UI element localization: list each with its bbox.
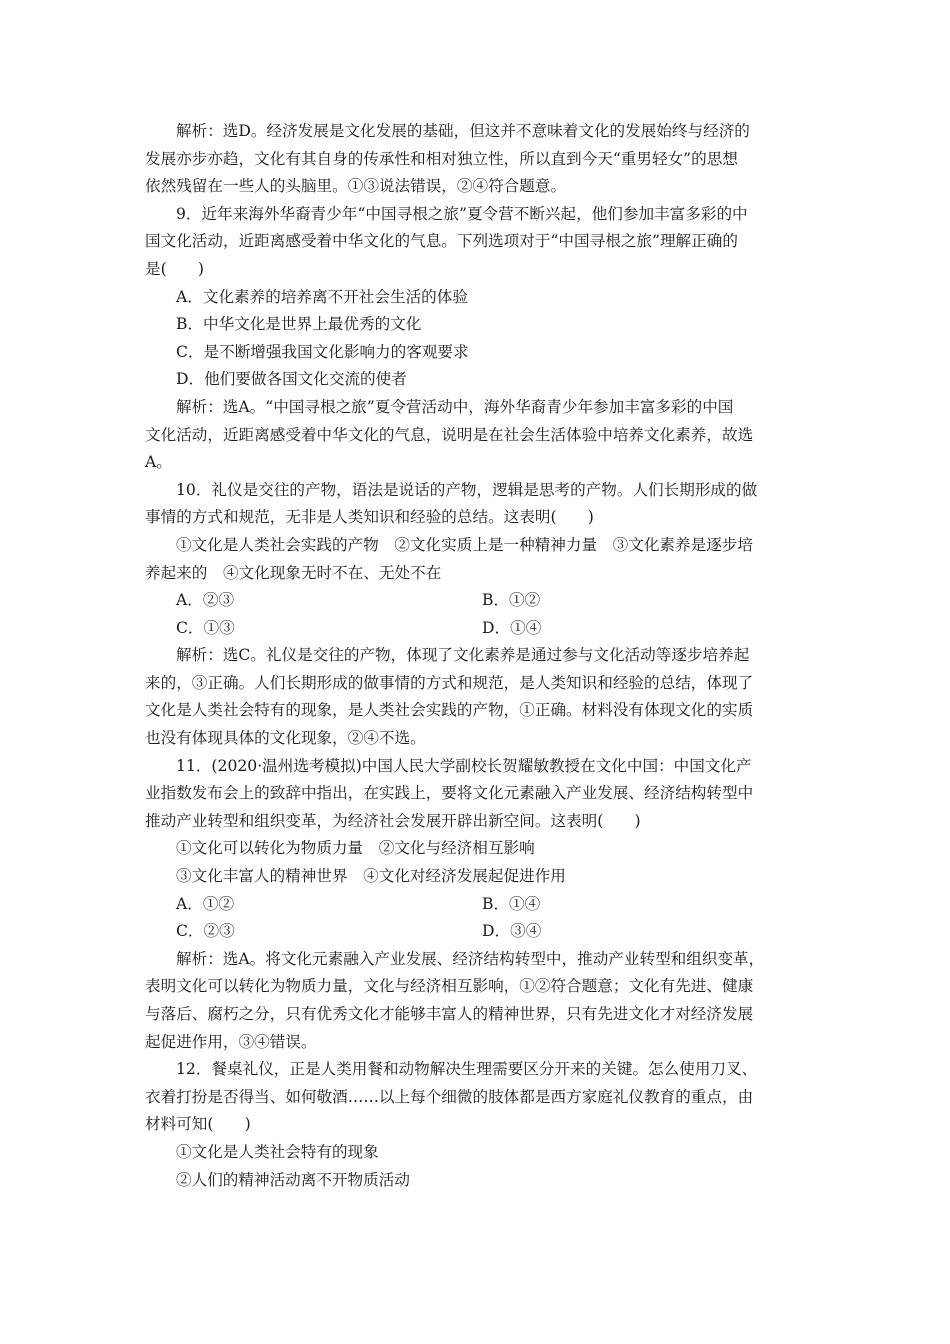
option-left: C．①③ xyxy=(176,618,235,637)
text-line: 11．(2020·温州选考模拟)中国人民大学副校长贺耀敏教授在文化中国：中国文化产 xyxy=(176,756,752,775)
text-line: 表明文化可以转化为物质力量，文化与经济相互影响，①②符合题意；文化有先进、健康 xyxy=(145,977,754,996)
option-right: D．③④ xyxy=(482,922,542,941)
text-line: 养起来的 ④文化现象无时不在、无处不在 xyxy=(145,563,442,582)
document-page xyxy=(145,118,807,1194)
text-block-q10-q11 xyxy=(145,642,807,890)
text-line: 10．礼仪是交往的产物，语法是说话的产物，逻辑是思考的产物。人们长期形成的做 xyxy=(176,480,758,499)
text-line: 9．近年来海外华裔青少年“中国寻根之旅”夏令营不断兴起，他们参加丰富多彩的中 xyxy=(176,204,748,223)
option-left: A．①② xyxy=(176,894,235,913)
text-line: 解析：选D。经济发展是文化发展的基础，但这并不意味着文化的发展始终与经济的 xyxy=(176,122,750,140)
text-line: 是( ) xyxy=(145,259,204,278)
option-right: B．①④ xyxy=(482,894,541,913)
text-line: D．他们要做各国文化交流的使者 xyxy=(176,370,407,389)
option-row xyxy=(145,615,807,643)
text-line: B．中华文化是世界上最优秀的文化 xyxy=(176,315,422,334)
option-right: B．①② xyxy=(482,591,541,610)
text-line: 发展亦步亦趋，文化有其自身的传承性和相对独立性，所以直到今天“重男轻女”的思想 xyxy=(145,149,738,168)
options-q10 xyxy=(145,587,807,642)
text-line: 起促进作用，③④错误。 xyxy=(145,1032,317,1051)
option-row xyxy=(145,587,807,615)
text-line: 解析：选A。将文化元素融入产业发展、经济结构转型中，推动产业转型和组织变革， xyxy=(176,949,765,968)
text-block-q8-q10 xyxy=(145,118,807,587)
text-line: 文化是人类社会特有的现象，是人类社会实践的产物，①正确。材料没有体现文化的实质 xyxy=(145,701,754,720)
option-left: C．②③ xyxy=(176,922,235,941)
text-line: ①文化是人类社会实践的产物 ②文化实质上是一种精神力量 ③文化素养是逐步培 xyxy=(176,535,753,554)
text-line: 与落后、腐朽之分，只有优秀文化才能够丰富人的精神世界，只有先进文化才对经济发展 xyxy=(145,1005,754,1023)
text-line: 推动产业转型和组织变革，为经济社会发展开辟出新空间。这表明( ) xyxy=(145,811,641,830)
text-line: 文化活动，近距离感受着中华文化的气息，说明是在社会生活体验中培养文化素养，故选 xyxy=(145,425,754,444)
text-line: ②人们的精神活动离不开物质活动 xyxy=(176,1170,410,1189)
text-line: C．是不断增强我国文化影响力的客观要求 xyxy=(176,342,469,361)
text-line: 12．餐桌礼仪，正是人类用餐和动物解决生理需要区分开来的关键。怎么使用刀叉、 xyxy=(176,1060,758,1079)
text-line: 衣着打扮是否得当、如何敬酒……以上每个细微的肢体都是西方家庭礼仪教育的重点，由 xyxy=(145,1087,754,1106)
text-line: 来的，③正确。人们长期形成的做事情的方式和规范，是人类知识和经验的总结，体现了 xyxy=(145,673,754,692)
option-right: D．①④ xyxy=(482,618,542,637)
text-line: ①文化是人类社会特有的现象 xyxy=(176,1142,379,1161)
text-line: 材料可知( ) xyxy=(145,1115,251,1134)
text-line: 解析：选A。“中国寻根之旅”夏令营活动中，海外华裔青少年参加丰富多彩的中国 xyxy=(176,397,734,416)
text-line: 解析：选C。礼仪是交往的产物，体现了文化素养是通过参与文化活动等逐步培养起 xyxy=(176,646,750,665)
text-line: 业指数发布会上的致辞中指出，在实践上，要将文化元素融入产业发展、经济结构转型中 xyxy=(145,784,754,803)
option-row xyxy=(145,918,807,946)
text-line: 依然残留在一些人的头脑里。①③说法错误，②④符合题意。 xyxy=(145,177,567,196)
text-line: 事情的方式和规范，无非是人类知识和经验的总结。这表明( ) xyxy=(145,508,594,527)
option-left: A．②③ xyxy=(176,591,235,610)
text-line: ③文化丰富人的精神世界 ④文化对经济发展起促进作用 xyxy=(176,867,566,886)
text-line: 也没有体现具体的文化现象，②④不选。 xyxy=(145,729,426,748)
text-line: ①文化可以转化为物质力量 ②文化与经济相互影响 xyxy=(176,839,535,858)
text-line: A．文化素养的培养离不开社会生活的体验 xyxy=(176,287,468,306)
option-row xyxy=(145,891,807,919)
text-line: 国文化活动，近距离感受着中华文化的气息。下列选项对于“中国寻根之旅”理解正确的 xyxy=(145,232,738,251)
text-block-q11-q12 xyxy=(145,946,807,1194)
options-q11 xyxy=(145,891,807,946)
text-line: A。 xyxy=(145,453,172,472)
